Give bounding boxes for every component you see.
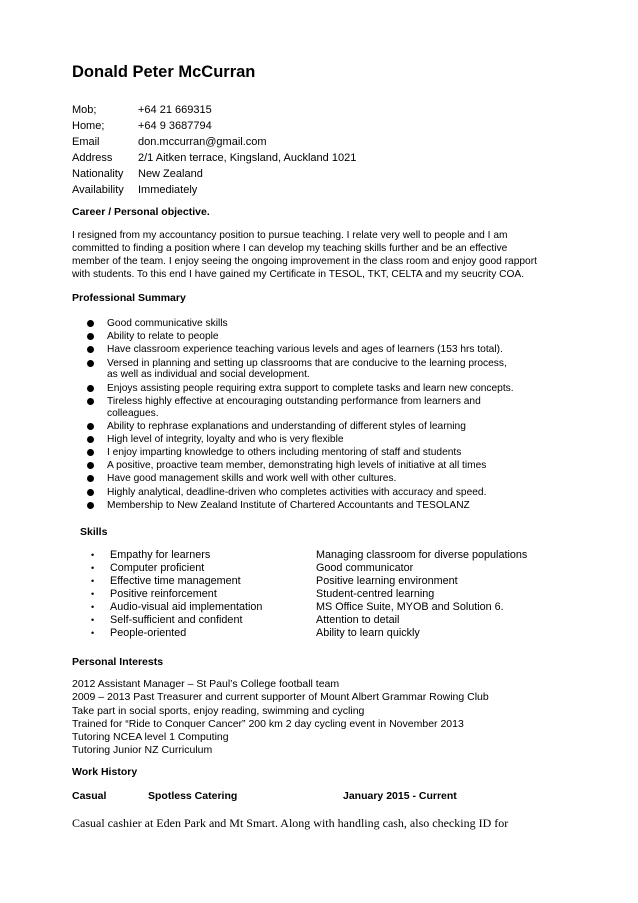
bullet-icon [87,462,94,469]
summary-item-text: A positive, proactive team member, demonstrating high levels of initiative at all times [107,460,487,472]
job-type: Casual [72,790,107,802]
interest-line: Take part in social sports, enjoy reading, swimming and cycling [72,704,365,717]
interests-list [72,678,489,758]
contact-row [72,150,356,166]
skill-left: Effective time management [110,575,241,587]
summary-heading: Professional Summary [72,292,186,304]
objective-paragraph [72,229,572,281]
summary-item [72,487,572,499]
skill-right: Ability to learn quickly [316,627,420,639]
job-description: Casual cashier at Eden Park and Mt Smart. Along with handling cash, also checking ID for [72,816,509,830]
work-history-heading: Work History [72,766,138,778]
summary-item [72,473,572,485]
summary-item [72,358,572,382]
bullet-icon [87,346,94,353]
summary-item-text: Ability to relate to people [107,331,219,343]
objective-line: I resigned from my accountancy position to pursue teaching. I relate very well to people and I am [72,230,508,241]
bullet-icon: • [91,563,95,573]
bullet-icon [87,333,94,340]
objective-line: committed to finding a position where I can develop my teaching skills further and be an effective [72,243,508,254]
summary-item [72,318,572,330]
skills-heading: Skills [80,526,108,538]
skill-right: Student-centred learning [316,588,435,600]
contact-value: +64 21 669315 [138,104,212,116]
objective-line: member of the team. I enjoy seeing the ongoing improvement in the class room and enjoy good rapport [72,256,537,267]
skill-left: Positive reinforcement [110,588,217,600]
objective-line: with students. To this end I have gained my Certificate in TESOL, TKT, CELTA and my seucrity COA. [72,269,525,280]
summary-item-text: Have good management skills and work well with other cultures. [107,473,397,485]
summary-item [72,421,572,433]
contact-label: Availability [72,184,124,196]
bullet-icon [87,475,94,482]
summary-item-text: Have classroom experience teaching various levels and ages of learners (153 hrs total). [107,344,503,356]
summary-item-text: Enjoys assisting people requiring extra support to complete tasks and learn new concepts. [107,382,514,394]
contact-label: Email [72,136,100,148]
summary-list [72,318,572,513]
interest-line: Tutoring Junior NZ Curriculum [72,744,213,757]
contact-row [72,166,356,182]
summary-item-text: Membership to New Zealand Institute of Chartered Accountants and TESOLANZ [107,499,470,511]
summary-item [72,500,572,512]
bullet-icon [87,385,94,392]
bullet-icon [87,320,94,327]
summary-item [72,434,572,446]
contact-value: 2/1 Aitken terrace, Kingsland, Auckland 1021 [138,152,357,164]
bullet-icon: • [91,589,95,599]
skill-right: Positive learning environment [316,575,458,587]
summary-item-text: Good communicative skills [107,318,228,329]
summary-item-text: Versed in planning and setting up classrooms that are conducive to the learning process, as well as individual and social development. [107,357,507,381]
contact-row [72,118,356,134]
bullet-icon [87,436,94,443]
summary-item-text: Tireless highly effective at encouraging outstanding performance from learners and colleagues. [107,395,481,419]
objective-heading: Career / Personal objective. [72,206,210,218]
bullet-icon [87,398,94,405]
summary-item [72,396,572,420]
summary-item [72,344,572,356]
bullet-icon [87,502,94,509]
interest-line: 2012 Assistant Manager – St Paul’s College football team [72,678,340,690]
skill-left: Empathy for learners [110,549,211,561]
summary-item [72,447,572,459]
job-employer: Spotless Catering [148,790,238,802]
contact-label: Mob; [72,104,97,116]
contact-details [72,102,356,198]
bullet-icon: • [91,602,95,612]
contact-value: New Zealand [138,168,203,180]
summary-item [72,460,572,472]
contact-value: don.mccurran@gmail.com [138,136,267,148]
candidate-name: Donald Peter McCurran [72,63,256,81]
skill-left: Self-sufficient and confident [110,614,243,626]
skill-right: Good communicator [316,562,414,574]
bullet-icon [87,489,94,496]
bullet-icon: • [91,550,95,560]
skill-right: Managing classroom for diverse populations [316,549,528,561]
contact-label: Home; [72,120,105,132]
skill-left: People-oriented [110,627,187,639]
bullet-icon [87,360,94,367]
summary-item-text: Ability to rephrase explanations and understanding of different styles of learning [107,420,466,432]
contact-row [72,102,356,118]
skill-right: Attention to detail [316,614,400,626]
summary-item-text: I enjoy imparting knowledge to others including mentoring of staff and students [107,447,462,459]
job-dates: January 2015 - Current [343,790,457,802]
contact-row [72,134,356,150]
interest-line: Tutoring NCEA level 1 Computing [72,731,229,744]
interests-heading: Personal Interests [72,656,164,668]
skill-right: MS Office Suite, MYOB and Solution 6. [316,601,504,613]
bullet-icon: • [91,628,95,638]
interest-line: Trained for “Ride to Conquer Cancer” 200 km 2 day cycling event in November 2013 [72,717,464,730]
contact-label: Nationality [72,168,124,180]
summary-item-text: Highly analytical, deadline-driven who completes activities with accuracy and speed. [107,486,487,498]
skill-left: Audio-visual aid implementation [110,601,263,613]
contact-value: +64 9 3687794 [138,120,212,132]
interest-line: 2009 – 2013 Past Treasurer and current supporter of Mount Albert Grammar Rowing Club [72,691,489,704]
contact-value: Immediately [138,184,198,196]
bullet-icon [87,449,94,456]
contact-row [72,182,356,198]
summary-item [72,331,572,343]
skill-left: Computer proficient [110,562,205,574]
contact-label: Address [72,152,113,164]
bullet-icon: • [91,576,95,586]
bullet-icon: • [91,615,95,625]
summary-item-text: High level of integrity, loyalty and who is very flexible [107,433,344,445]
bullet-icon [87,423,94,430]
summary-item [72,383,572,395]
